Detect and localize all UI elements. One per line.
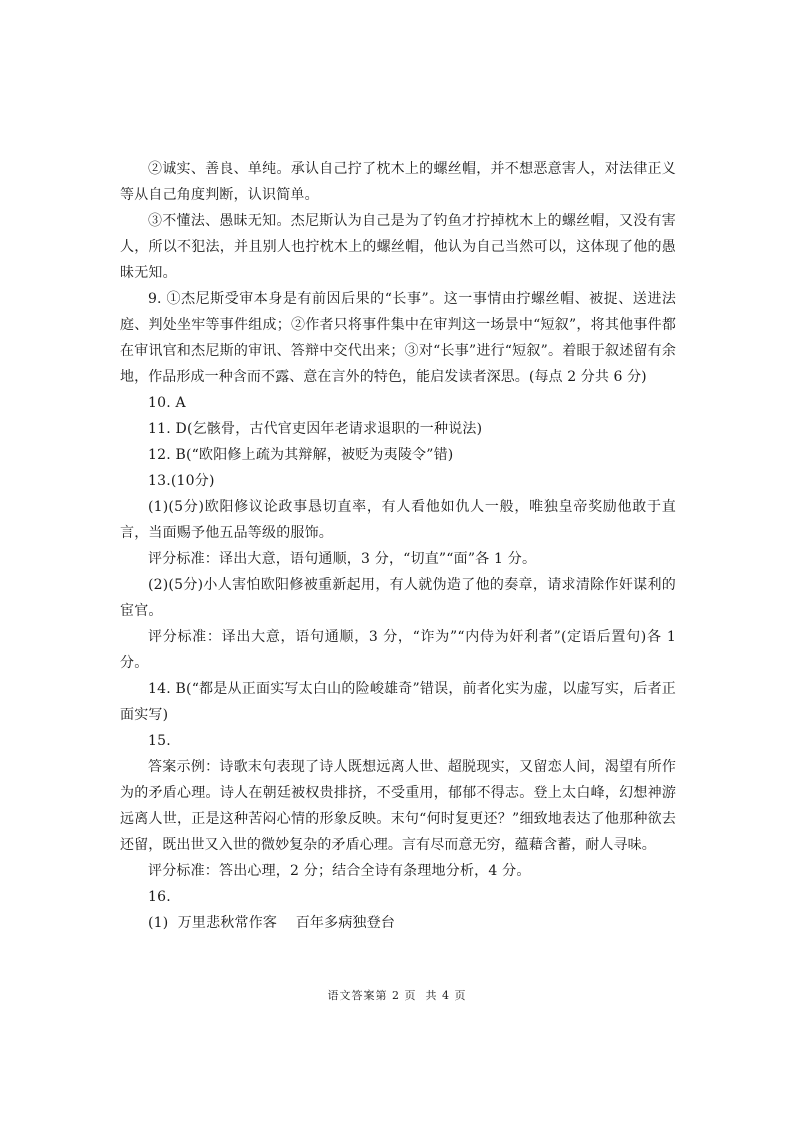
answer-paragraph: 评分标准：译出大意，语句通顺，3 分，“诈为”“内侍为奸利者”(定语后置句)各 1 分。 [120,629,676,671]
answer-paragraph: (1)(5分)欧阳修议论政事恳切直率，有人看他如仇人一般，唯独皇帝奖励他敢于直言，当面赐予他五品等级的服饰。 [120,499,676,541]
answer-paragraph: 评分标准：译出大意，语句通顺，3 分，“切直”“面”各 1 分。 [148,551,537,567]
answer-paragraph: 9. ①杰尼斯受审本身是有前因后果的“长事”。这一事情由拧螺丝帽、被捉、送进法庭、判处坐牢等事件组成；②作者只将事件集中在审判这一场景中“短叙”，将其他事件都在审讯官和杰尼斯的审讯、答辩中交代出来；③对“长事”进行“短叙”。着眼于叙述留有余地，作品形成一种含而不露、意在言外的特色，能启发读者深思。(每点 2 分共 6 分) [120,291,676,385]
page-footer: 语文答案第 2 页 共 4 页 [327,989,467,1002]
answer-paragraph: ③不懂法、愚昧无知。杰尼斯认为自己是为了钓鱼才拧掉枕木上的螺丝帽，又没有害人，所以不犯法，并且别人也拧枕木上的螺丝帽，他认为自己当然可以，这体现了他的愚昧无知。 [120,213,676,281]
answer-paragraph: 12. B(“欧阳修上疏为其辩解，被贬为夷陵令”错) [148,447,454,463]
answer-paragraph: (2)(5分)小人害怕欧阳修被重新起用，有人就伪造了他的奏章，请求清除作奸谋利的宦官。 [120,577,676,619]
answer-paragraph: 13.(10分) [148,473,215,489]
answer-paragraph: 答案示例：诗歌末句表现了诗人既想远离人世、超脱现实，又留恋人间，渴望有所作为的矛盾心理。诗人在朝廷被权贵排挤，不受重用，郁郁不得志。登上太白峰，幻想神游远离人世，正是这种苦闷心情的形象反映。末句“何时复更还？”细致地表达了他那种欲去还留，既出世又入世的微妙复杂的矛盾心理。言有尽而意无穷，蕴藉含蓄，耐人寻味。 [120,759,676,853]
answer-paragraph: (1) 万里悲秋常作客 百年多病独登台 [148,915,396,931]
answer-paragraph: 16. [148,889,171,905]
answer-paragraph: 11. D(乞骸骨，古代官吏因年老请求退职的一种说法) [148,421,483,437]
answer-paragraph: 10. A [148,395,186,411]
answer-paragraph: 评分标准：答出心理，2 分；结合全诗有条理地分析，4 分。 [148,863,531,879]
answer-paragraph: ②诚实、善良、单纯。承认自己拧了枕木上的螺丝帽，并不想恶意害人，对法律正义等从自己角度判断，认识简单。 [120,161,676,203]
answer-paragraph: 15. [148,733,171,749]
answer-content [120,156,676,936]
answer-paragraph: 14. B(“都是从正面实写太白山的险峻雄奇”错误，前者化实为虚，以虚写实，后者正面实写) [120,681,676,723]
